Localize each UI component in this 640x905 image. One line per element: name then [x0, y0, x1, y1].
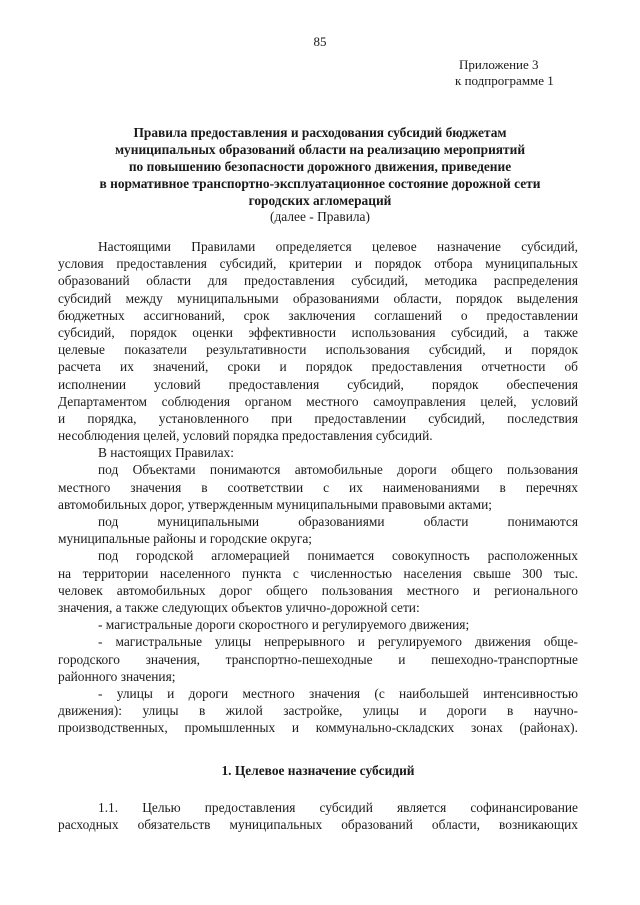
body-line: - магистральные дороги скоростного и регулируемого движения;: [98, 617, 470, 633]
body-line: образований области для предоставления субсидий, методика распределения: [58, 273, 578, 289]
section-line: 1.1. Целью предоставления субсидий является софинансирование: [98, 800, 578, 815]
body-line: Настоящими Правилами определяется целевое назначение субсидий,: [98, 239, 578, 254]
appendix-line-2: к подпрограмме 1: [455, 73, 554, 88]
body-line: несоблюдения целей, условий порядка предоставления субсидий.: [58, 428, 433, 444]
section-body: [58, 799, 578, 833]
body-line: под Объектами понимаются автомобильные дороги общего пользования: [98, 462, 578, 478]
body-line: районного значения;: [58, 668, 176, 684]
body-line: автомобильных дорог, утвержденным муниципальными правовыми актами;: [58, 496, 492, 512]
document-subtitle: (далее - Правила): [270, 209, 370, 224]
appendix-reference: [455, 57, 585, 89]
document-title: [56, 124, 584, 209]
title-line: городских агломераций: [248, 193, 392, 208]
body-line: целевые показатели результативности использования субсидий, и порядок: [58, 342, 578, 358]
body-text: [58, 238, 578, 736]
body-line: человек автомобильных дорог общего пользования местного и регионального: [58, 582, 578, 598]
body-line: на территории населенного пункта с численностью населения свыше 300 тыс.: [58, 565, 578, 581]
title-line: муниципальных образований области на реализацию мероприятий: [114, 142, 526, 157]
body-line: значения, а также следующих объектов улично-дорожной сети:: [58, 599, 420, 615]
body-line: движения): улицы в жилой застройке, улицы и дороги в научно-: [58, 703, 578, 719]
body-line: расчета их значений, сроки и порядок предоставления отчетности об: [58, 359, 578, 375]
body-line: муниципальные районы и городские округа;: [58, 531, 312, 547]
body-line: Департаментом соблюдения органом местного самоуправления целей, условий: [58, 393, 578, 409]
title-line: Правила предоставления и расходования субсидий бюджетам: [133, 125, 507, 140]
body-line: местного значения в соответствии с их наименованиями в перечнях: [58, 479, 578, 495]
body-line: В настоящих Правилах:: [98, 445, 234, 461]
body-line: субсидий, порядок оценки эффективности использования субсидий, а также: [58, 324, 578, 340]
body-line: под городской агломерацией понимается совокупность расположенных: [98, 548, 578, 564]
body-line: бюджетных ассигнований, срок заключения соглашений о предоставлении: [58, 307, 578, 323]
body-line: городского значения, транспортно-пешеходные и пешеходно-транспортные: [58, 651, 578, 667]
body-line: производственных, промышленных и коммунально-складских зонах (районах).: [58, 720, 578, 736]
title-line: в нормативное транспортно-эксплуатационное состояние дорожной сети: [99, 176, 541, 191]
page-number: 85: [313, 34, 327, 49]
title-line: по повышению безопасности дорожного движения, приведение: [128, 159, 512, 174]
body-line: субсидий между муниципальными образованиями области, порядок выделения: [58, 290, 578, 306]
body-line: условия предоставления субсидий, критерии и порядок отбора муниципальных: [58, 256, 578, 272]
section-heading: 1. Целевое назначение субсидий: [221, 763, 415, 778]
body-line: - магистральные улицы непрерывного и регулируемого движения обще-: [98, 634, 578, 650]
body-line: исполнении условий предоставления субсидий, порядок обеспечения: [58, 376, 578, 392]
appendix-line-1: Приложение 3: [459, 57, 539, 72]
body-line: и порядка, установленного при предоставлении субсидий, последствия: [58, 410, 578, 426]
body-line: - улицы и дороги местного значения (с наибольшей интенсивностью: [98, 685, 578, 701]
body-line: под муниципальными образованиями области понимаются: [98, 514, 578, 529]
section-line: расходных обязательств муниципальных образований области, возникающих: [58, 817, 578, 833]
